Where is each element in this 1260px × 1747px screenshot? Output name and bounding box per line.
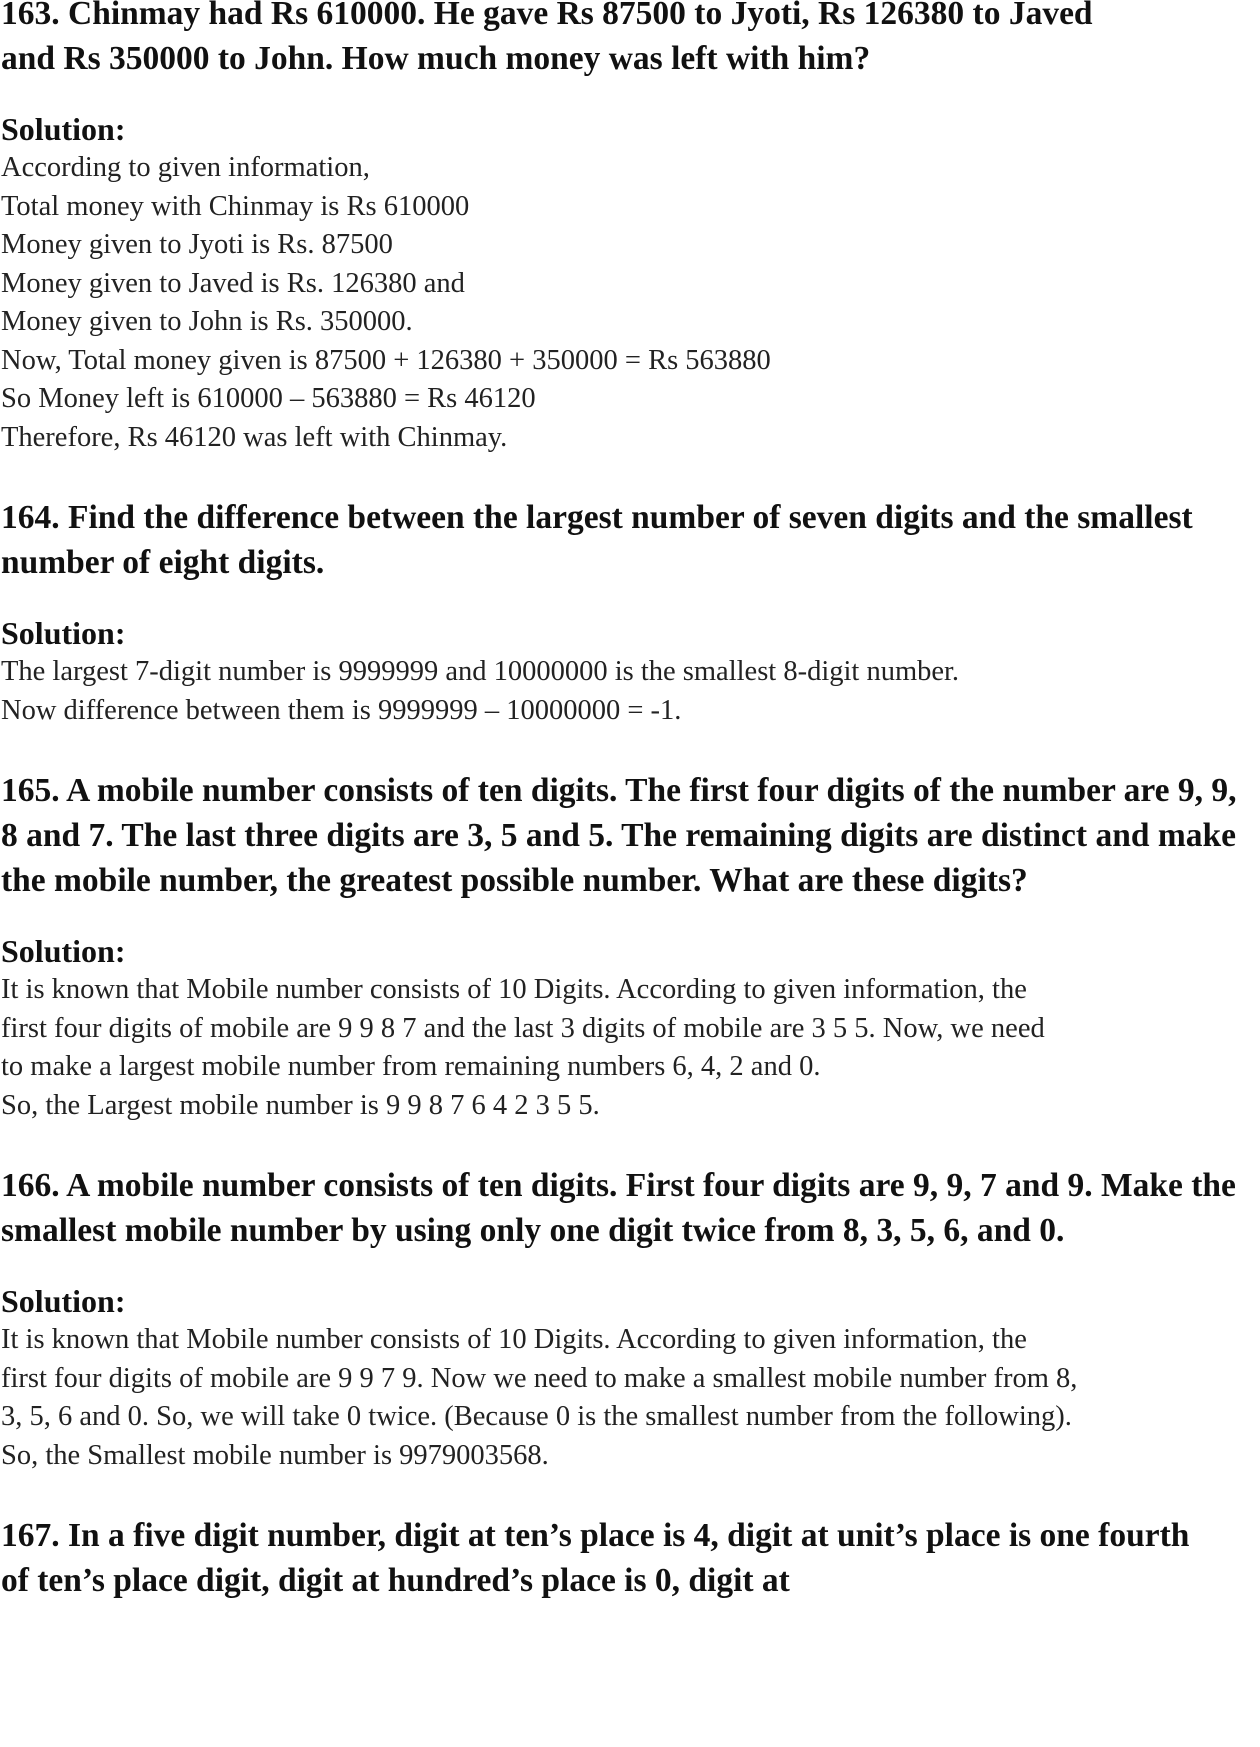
question-text: 165. A mobile number consists of ten digits. The first four digits of the number are 9, 9, 8 and 7. The last three digits are 3, 5 and 5. The remaining digits are distinct and make the mobile number, the greatest possible number. What are these digits? — [1, 772, 1237, 899]
question-163 — [1, 0, 1260, 457]
solution-line: The largest 7-digit number is 9999999 and 10000000 is the smallest 8-digit number. — [1, 656, 960, 688]
question-text: 164. Find the difference between the largest number of seven digits and the smallest number of eight digits. — [1, 499, 1193, 581]
solution-line: Therefore, Rs 46120 was left with Chinmay. — [1, 421, 508, 453]
solution-line: According to given information, — [1, 152, 370, 184]
solution-line: first four digits of mobile are 9 9 8 7 and the last 3 digits of mobile are 3 5 5. Now, we need — [1, 1012, 1045, 1044]
solution-line: Money given to Javed is Rs. 126380 and — [1, 267, 465, 299]
solution-body — [1, 149, 1260, 457]
solution-label: Solution: — [1, 933, 126, 970]
solution-line: It is known that Mobile number consists of 10 Digits. According to given information, the — [1, 974, 1027, 1006]
solution-line: So Money left is 610000 – 563880 = Rs 46120 — [1, 383, 536, 415]
solution-label: Solution: — [1, 1283, 126, 1320]
solution-line: to make a largest mobile number from remaining numbers 6, 4, 2 and 0. — [1, 1051, 821, 1083]
solution-line: Total money with Chinmay is Rs 610000 — [1, 190, 470, 222]
solution-line: Now, Total money given is 87500 + 126380 + 350000 = Rs 563880 — [1, 344, 771, 376]
question-text: 167. In a five digit number, digit at ten’s place is 4, digit at unit’s place is one fourth of ten’s place digit, digit at hundred’s place is 0, digit at — [1, 1517, 1190, 1599]
solution-label: Solution: — [1, 615, 126, 652]
solution-line: Money given to John is Rs. 350000. — [1, 306, 413, 338]
question-text: 166. A mobile number consists of ten digits. First four digits are 9, 9, 7 and 9. Make the smallest mobile number by using only one digit twice from 8, 3, 5, 6, and 0. — [1, 1167, 1236, 1249]
solution-line: It is known that Mobile number consists of 10 Digits. According to given information, the — [1, 1324, 1027, 1356]
solution-line: first four digits of mobile are 9 9 7 9. Now we need to make a smallest mobile number from 8, — [1, 1362, 1078, 1394]
question-167 — [1, 1514, 1260, 1603]
question-164 — [1, 496, 1260, 730]
solution-line: So, the Largest mobile number is 9 9 8 7 6 4 2 3 5 5. — [1, 1089, 600, 1121]
solution-body — [1, 971, 1260, 1125]
question-166 — [1, 1164, 1260, 1475]
solution-line: Now difference between them is 9999999 – 10000000 = -1. — [1, 694, 682, 726]
solution-body — [1, 653, 1260, 730]
solution-body — [1, 1321, 1260, 1475]
solution-line: So, the Smallest mobile number is 9979003568. — [1, 1439, 549, 1471]
solution-line: 3, 5, 6 and 0. So, we will take 0 twice. (Because 0 is the smallest number from the following). — [1, 1401, 1072, 1433]
solution-line: Money given to Jyoti is Rs. 87500 — [1, 229, 393, 261]
question-text: 163. Chinmay had Rs 610000. He gave Rs 87500 to Jyoti, Rs 126380 to Javed and Rs 350000 to John. How much money was left with him? — [1, 0, 1093, 77]
solution-label: Solution: — [1, 111, 126, 148]
question-165 — [1, 769, 1260, 1125]
